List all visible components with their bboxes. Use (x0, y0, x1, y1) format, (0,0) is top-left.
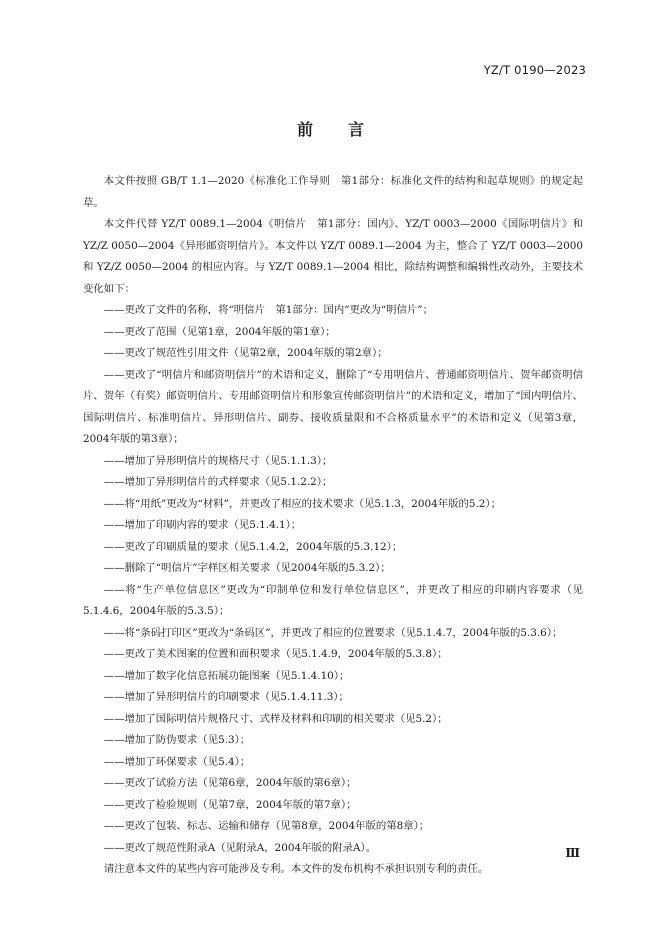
change-item: ——将“用纸”更改为“材料”，并更改了相应的技术要求（见5.1.3，2004年版的5.2）； (103, 497, 501, 510)
change-item: ——增加了异形明信片的式样要求（见5.1.2.2）； (103, 476, 333, 488)
change-item: ——增加了异形明信片的规格尺寸（见5.1.1.3）； (103, 454, 333, 467)
change-item: ——更改了美术图案的位置和面积要求（见5.1.4.9，2004年版的5.3.8）； (103, 648, 448, 660)
change-item: ——增加了防伪要求（见5.3）； (103, 734, 251, 746)
paragraph: 本文件代替 YZ/T 0089.1—2004《明信片 第1部分：国内》、YZ/T 0003—2000《国际明信片》和 YZ/Z 0050—2004《异形邮资明信片》。本文件以 YZ/T 0089.1—2004 为主，整合了 YZ/T 0003—2000 和 YZ/Z 0050—2004 的相应内容。与 YZ/T 0089.1—2004 相比，除结构调整和编辑性改动外，主要技术变化如下： (83, 218, 583, 295)
change-item: ——更改了“明信片和邮资明信片”的术语和定义，删除了“专用明信片、普通邮资明信片、贺年邮资明信片、贺年（有奖）邮资明信片、专用邮资明信片和形象宣传邮资明信片”的术语和定义，增加了“国内明信片、国际明信片、标准明信片、异形明信片、副券、接收质量限和不合格质量水平”的术语和定义（见第3章，2004年版的第3章）； (83, 368, 583, 445)
change-item: ——删除了“明信片”字样区相关要求（见2004年版的5.3.2）； (103, 562, 391, 574)
paragraph: 本文件按照 GB/T 1.1—2020《标准化工作导则 第1部分：标准化文件的结构和起草规则》的规定起草。 (83, 175, 583, 209)
change-item: ——增加了异形明信片的印刷要求（见5.1.4.11.3）； (103, 691, 349, 703)
change-item: ——增加了国际明信片规格尺寸、式样及材料和印刷的相关要求（见5.2）； (103, 712, 448, 725)
change-item: ——增加了印刷内容的要求（见5.1.4.1）； (103, 519, 302, 531)
foreword-body (83, 171, 583, 881)
page-number: Ⅲ (565, 846, 580, 860)
change-item: ——更改了规范性引用文件（见第2章，2004年版的第2章）； (103, 347, 388, 359)
patent-notice: 请注意本文件的某些内容可能涉及专利。本文件的发布机构不承担识别专利的责任。 (103, 863, 489, 875)
change-item: ——将“条码打印区”更改为“条码区”，并更改了相应的位置要求（见5.1.4.7，2004年版的5.3.6）； (103, 626, 563, 639)
change-item: ——更改了检验规则（见第7章，2004年版的第7章）； (103, 798, 357, 811)
change-item: ——更改了试验方法（见第6章，2004年版的第6章）； (103, 777, 357, 789)
change-item: ——更改了文件的名称，将“明信片 第1部分：国内”更改为“明信片”； (103, 304, 433, 316)
change-item: ——增加了数字化信息拓展功能图案（见5.1.4.10）； (103, 669, 350, 682)
change-item: ——更改了规范性附录A（见附录A，2004年版的附录A）。 (103, 841, 377, 854)
change-item: ——更改了包装、标志、运输和储存（见第8章，2004年版的第8章）； (103, 820, 430, 832)
change-item: ——更改了印刷质量的要求（见5.1.4.2，2004年版的5.3.12）； (103, 540, 403, 553)
change-item: ——将“生产单位信息区”更改为“印制单位和发行单位信息区”，并更改了相应的印刷内容要求（见5.1.4.6，2004年版的5.3.5）； (83, 583, 583, 617)
change-item: ——增加了环保要求（见5.4）； (103, 755, 251, 768)
page-title: 前 言 (296, 120, 365, 139)
document-code: YZ/T 0190—2023 (483, 63, 586, 77)
change-item: ——更改了范围（见第1章，2004年版的第1章）； (103, 325, 336, 338)
